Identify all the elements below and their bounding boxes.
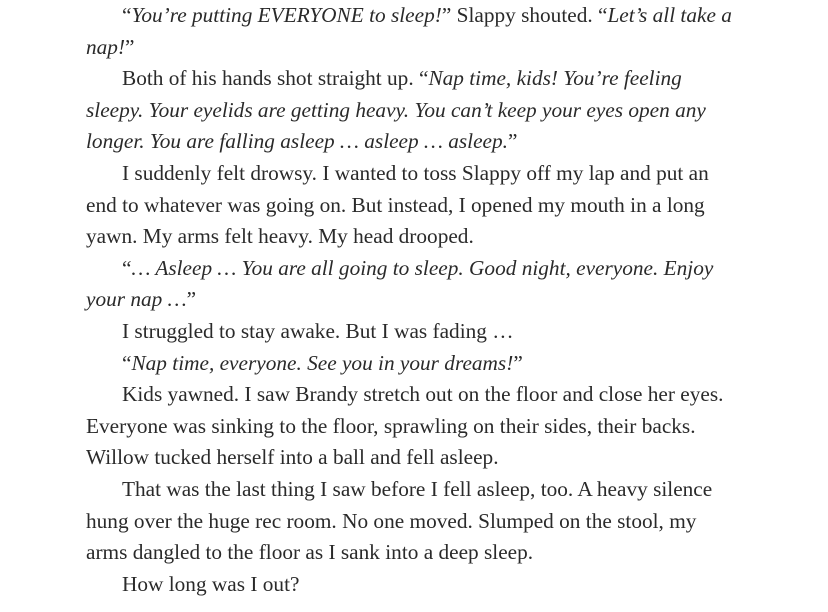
text-run: “ xyxy=(122,350,132,375)
text-line xyxy=(86,158,804,190)
text-line xyxy=(86,63,804,95)
text-run: Everyone was sinking to the floor, sprawling on their sides, their backs. xyxy=(86,413,696,438)
text-run: “ xyxy=(122,255,132,280)
text-run: Willow tucked herself into a ball and fell asleep. xyxy=(86,445,499,470)
text-run: ” xyxy=(513,350,523,375)
text-line xyxy=(86,221,804,253)
italic-text: nap! xyxy=(86,34,126,59)
text-run: ” Slappy shouted. “ xyxy=(441,3,608,27)
paragraph xyxy=(86,348,804,380)
text-line xyxy=(86,126,804,158)
italic-text: sleepy. Your eyelids are getting heavy. You can’t keep your eyes open any xyxy=(86,97,706,122)
paragraph xyxy=(86,0,804,63)
text-line xyxy=(86,569,804,601)
text-run: Both of his hands shot straight up. “ xyxy=(122,66,429,91)
text-line xyxy=(86,411,804,443)
text-line xyxy=(86,537,804,569)
text-line xyxy=(86,474,804,506)
text-line xyxy=(86,506,804,538)
paragraph xyxy=(86,474,804,569)
paragraph xyxy=(86,63,804,158)
text-line xyxy=(86,95,804,127)
text-line xyxy=(86,284,804,316)
text-run: ” xyxy=(186,287,197,312)
text-run: “ xyxy=(122,3,132,27)
text-run: That was the last thing I saw before I fell asleep, too. A heavy silence xyxy=(122,476,713,501)
paragraph xyxy=(86,253,804,316)
text-line xyxy=(86,32,804,64)
paragraph xyxy=(86,569,804,601)
paragraph xyxy=(86,158,804,253)
italic-text: Nap time, kids! You’re feeling xyxy=(428,66,682,91)
text-run: arms dangled to the floor as I sank into a deep sleep. xyxy=(86,540,534,565)
text-line xyxy=(86,348,804,380)
italic-text: Nap time, everyone. See you in your dreams! xyxy=(131,350,514,375)
paragraph xyxy=(86,379,804,474)
text-line xyxy=(86,316,804,348)
text-line xyxy=(86,253,804,285)
text-run: Kids yawned. I saw Brandy stretch out on the floor and close her eyes. xyxy=(122,382,724,407)
text-run: ” xyxy=(507,129,518,154)
text-run: yawn. My arms felt heavy. My head drooped. xyxy=(86,224,474,249)
book-page xyxy=(86,0,804,600)
text-run: How long was I out? xyxy=(122,571,300,596)
text-line xyxy=(86,442,804,474)
text-run: ” xyxy=(125,34,135,59)
italic-text: Let’s all take a xyxy=(607,3,732,27)
text-run: end to whatever was going on. But instead, I opened my mouth in a long xyxy=(86,192,705,217)
italic-text: longer. You are falling asleep … asleep … asleep. xyxy=(86,129,508,154)
text-line xyxy=(86,0,804,32)
text-run: I suddenly felt drowsy. I wanted to toss Slappy off my lap and put an xyxy=(122,160,709,185)
paragraph xyxy=(86,316,804,348)
text-line xyxy=(86,379,804,411)
text-line xyxy=(86,190,804,222)
italic-text: You’re putting EVERYONE to sleep! xyxy=(131,3,442,27)
text-run: hung over the huge rec room. No one moved. Slumped on the stool, my xyxy=(86,508,697,533)
italic-text: your nap … xyxy=(86,287,187,312)
text-run: I struggled to stay awake. But I was fading … xyxy=(122,318,514,343)
italic-text: … Asleep … You are all going to sleep. Good night, everyone. Enjoy xyxy=(131,255,714,280)
